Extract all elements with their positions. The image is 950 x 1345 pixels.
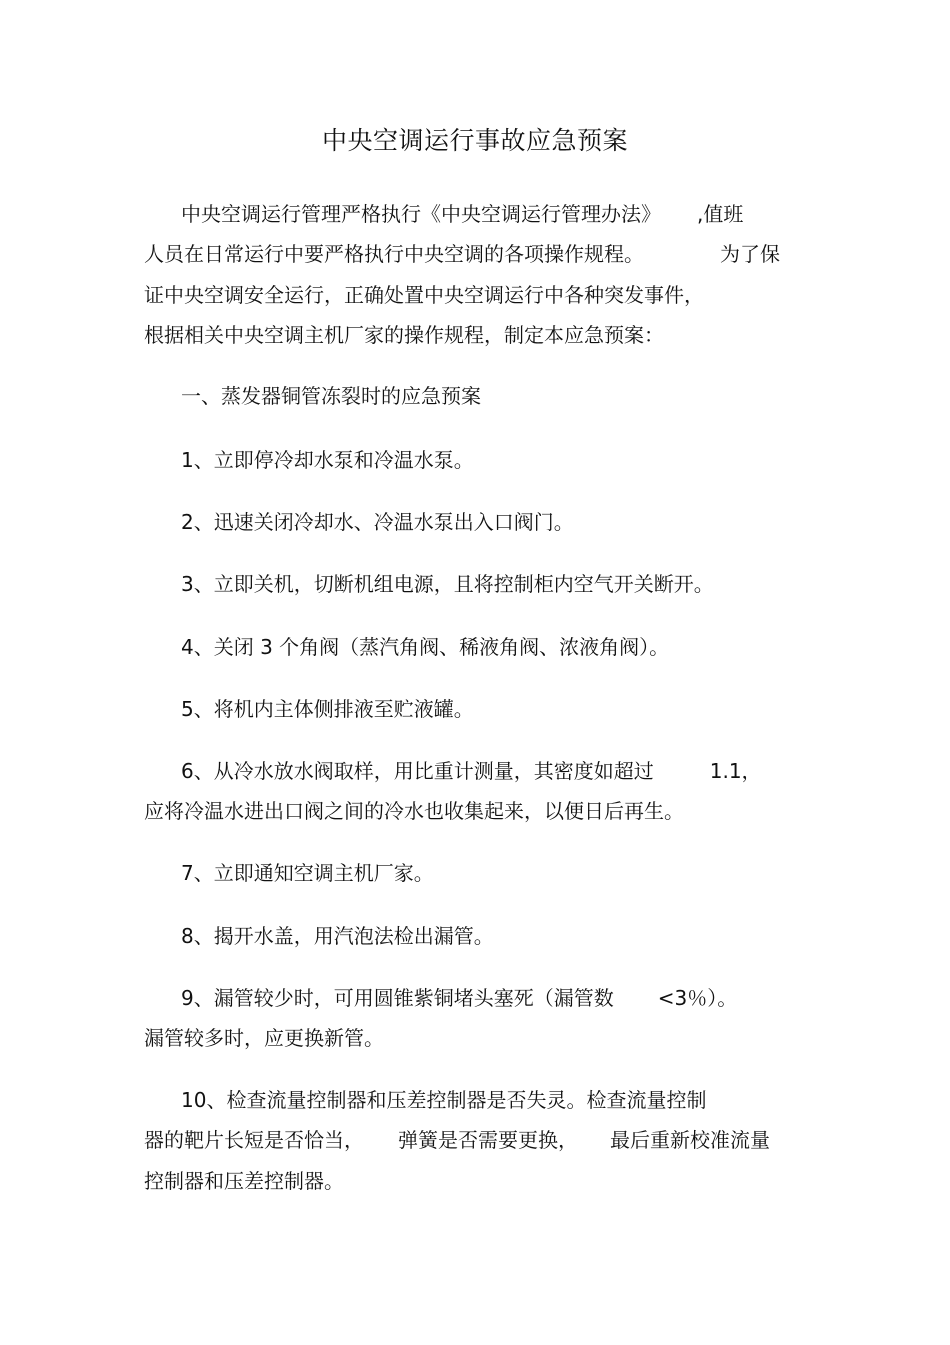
intro-line-3-text: 证中央空调安全运行，正确处置中央空调运行中各种突发事件， bbox=[144, 283, 704, 307]
step-10-line-2 bbox=[144, 1125, 824, 1155]
intro-line-2-text: 人员在日常运行中要严格执行中央空调的各项操作规程。 bbox=[144, 242, 644, 266]
step-6-line-1 bbox=[181, 756, 861, 786]
step-10-line-2-part-1: 器的靶片长短是否恰当， bbox=[144, 1128, 364, 1152]
step-9-value: <3％）。 bbox=[657, 986, 738, 1010]
intro-line-4-text: 根据相关中央空调主机厂家的操作规程，制定本应急预案： bbox=[144, 323, 664, 347]
step-2: 2、迅速关闭冷却水、冷温水泵出入口阀门。 bbox=[181, 510, 574, 534]
intro-line-3 bbox=[144, 280, 824, 310]
step-4: 4、关闭 3 个角阀（蒸汽角阀、稀液角阀、浓液角阀）。 bbox=[181, 635, 670, 659]
step-1: 1、立即停冷却水泵和冷温水泵。 bbox=[181, 448, 474, 472]
step-10-line-2-part-3: 最后重新校准流量 bbox=[610, 1128, 770, 1152]
intro-line-2-tail: 为了保 bbox=[720, 242, 780, 266]
intro-line-1-text: 中央空调运行管理严格执行《中央空调运行管理办法》 bbox=[181, 202, 661, 226]
step-10-line-3: 控制器和压差控制器。 bbox=[144, 1169, 344, 1193]
step-7: 7、立即通知空调主机厂家。 bbox=[181, 861, 434, 885]
step-9-text: 9、漏管较少时，可用圆锥紫铜堵头塞死（漏管数 bbox=[181, 986, 614, 1010]
step-6-value: 1.1， bbox=[709, 759, 762, 783]
step-9-line-2: 漏管较多时，应更换新管。 bbox=[144, 1026, 384, 1050]
intro-line-2 bbox=[144, 239, 824, 269]
step-6-text: 6、从冷水放水阀取样，用比重计测量，其密度如超过 bbox=[181, 759, 654, 783]
intro-line-4 bbox=[144, 320, 824, 350]
step-10-line-1: 10、检查流量控制器和压差控制器是否失灵。检查流量控制 bbox=[181, 1088, 707, 1112]
step-9-line-1 bbox=[181, 983, 861, 1013]
section-heading: 一、蒸发器铜管冻裂时的应急预案 bbox=[181, 384, 481, 408]
document-title: 中央空调运行事故应急预案 bbox=[321, 126, 628, 155]
intro-line-1-tail: ,值班 bbox=[697, 202, 744, 226]
intro-line-1 bbox=[181, 199, 861, 229]
step-3: 3、立即关机，切断机组电源，且将控制柜内空气开关断开。 bbox=[181, 572, 714, 596]
step-6-line-2: 应将冷温水进出口阀之间的冷水也收集起来，以便日后再生。 bbox=[144, 799, 684, 823]
step-8: 8、揭开水盖，用汽泡法检出漏管。 bbox=[181, 924, 494, 948]
step-5: 5、将机内主体侧排液至贮液罐。 bbox=[181, 697, 474, 721]
step-10-line-2-part-2: 弹簧是否需要更换， bbox=[398, 1128, 578, 1152]
